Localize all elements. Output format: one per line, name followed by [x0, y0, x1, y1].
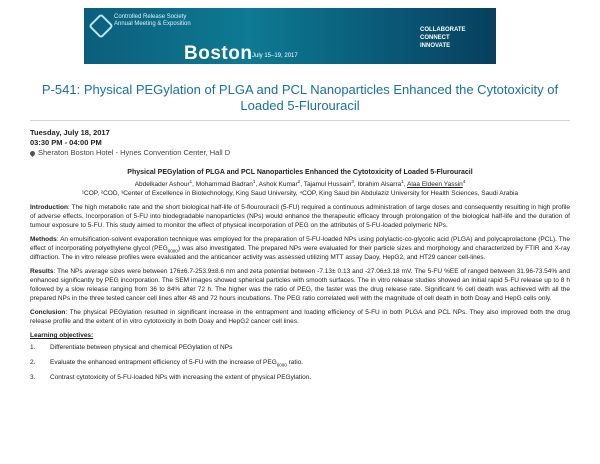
conclusion-paragraph: Conclusion: The physical PEGylation resulted in significant increase in the entrapment and loading efficiency of 5-FU in both PLGA and PCL NPs. They also improved both the drug release profile and the extent of in vitro cytotoxicity in both Doay and HepG2 cancer cell lines. — [30, 309, 570, 325]
poster-title: P-541: Physical PEGylation of PLGA and PCL Nanoparticles Enhanced the Cytotoxicity of Loaded 5-Flurouracil — [41, 82, 559, 113]
abstract-title: Physical PEGylation of PLGA and PCL Nanoparticles Enhanced the Cytotoxicity of Loaded 5-Flurouracil — [127, 169, 473, 176]
conference-dates: July 15–19, 2017 — [252, 53, 298, 59]
conference-name: Controlled Release Society Annual Meeting & Exposition — [114, 14, 191, 27]
session-info — [30, 128, 230, 158]
conference-tagline: COLLABORATE CONNECT INNOVATE — [420, 27, 466, 49]
results-paragraph: Results: The NPs average sizes were between 176±6.7-253.9±8.6 nm and zeta potential between -7.13± 0.13 and -27.06±3.18 mV. The 5-FU %EE of ranged between 31.96-73.54% and enhanced significantly by PEG incorporation. The SEM images showed spherical particles with smooth surfaces. The in vitro release studies showed an initial rapid 5-FU release up to 8 h followed by a slow release ranging from 36 to 84% after 72 h. The higher was the ratio of PEG, the faster was the drug release rate. Significant % cell death was achieved with all the prepared NPs in the three tested cancer cell lines after 48 and 72 hours incubations. The PEG ratio correlated well with the magnitude of cell death in both Doay and HepG cells only. — [30, 268, 570, 302]
learning-objectives-heading: Learning objectives: — [30, 332, 94, 339]
list-item: 3. Contrast cytotoxicity of 5-FU-loaded NPs with increasing the extent of physical PEGylation. — [30, 374, 312, 381]
presenting-author-link[interactable]: Alaa Eldeen Yassin — [407, 181, 463, 188]
session-location: Sheraton Boston Hotel - Hynes Convention Center, Hall D — [30, 148, 230, 158]
crs-logo-icon — [88, 13, 113, 38]
session-date: Tuesday, July 18, 2017 — [30, 128, 110, 137]
intro-paragraph: Introduction: The high metabolic rate and the short biological half-life of 5-flourouracil (5-FU) required a continuous administration of large doses and consequently resulting in high profile of adverse effects. Incorporation of 5-FU into biodegradable nanoparticles (NPs) would enhance the therapeutic efficacy through prolongation of the biological half-life and the duration of tumour exposure to 5-FU. This study aimed to monitor the effect of physical incorporation of PEG on the attributes of 5-FU-loaded polymeric NPs. — [30, 204, 570, 229]
list-item: 1. Differentiate between physical and chemical PEGylation of NPs — [30, 344, 233, 351]
conference-city: Boston — [184, 43, 253, 64]
session-time: 03:30 PM - 04:00 PM — [30, 138, 102, 147]
list-item: 2. Evaluate the enhanced entrapment efficiency of 5-FU with the increase of $PEG_{6000}$ ratio. — [30, 359, 304, 368]
conference-banner — [84, 8, 496, 64]
location-pin-icon — [29, 149, 36, 156]
author-list: Abdelkader Ashour$^1$, Mohammad Badran$^1$, Ashok Kumar$^2$, Tajamul Hussain$^3$, Ibrahim Alsarra$^1$, Alaa Eldeen Yassin$^4$ — [134, 178, 466, 188]
abstract — [30, 168, 570, 388]
divider — [30, 120, 570, 121]
methods-paragraph: Methods: An emulsification-solvent evaporation technique was employed for the preparation of 5-FU-loaded NPs using polylactic-co-glycolic acid (PLGA) and polycaprolactone (PCL). The effect of incorporating polyethylene glycol $(PEG_{6000})$ was also investigated. The prepared NPs were evaluated for their particle sizes and morphology and characterized by FTIR and X-ray diffraction. The in vitro release profiles were evaluated and the anticancer activity was assessed utilizing MTT assay Daoy, HepG2, and HT29 cancer cell-lines. — [30, 236, 570, 261]
affiliations: ¹COP, ²COD, ³Center of Excellence in Biotechnology, King Saud University, ⁴COP, King Saud bin Abdulaziz University for Health Sciences, Saudi Arabia — [81, 190, 519, 197]
